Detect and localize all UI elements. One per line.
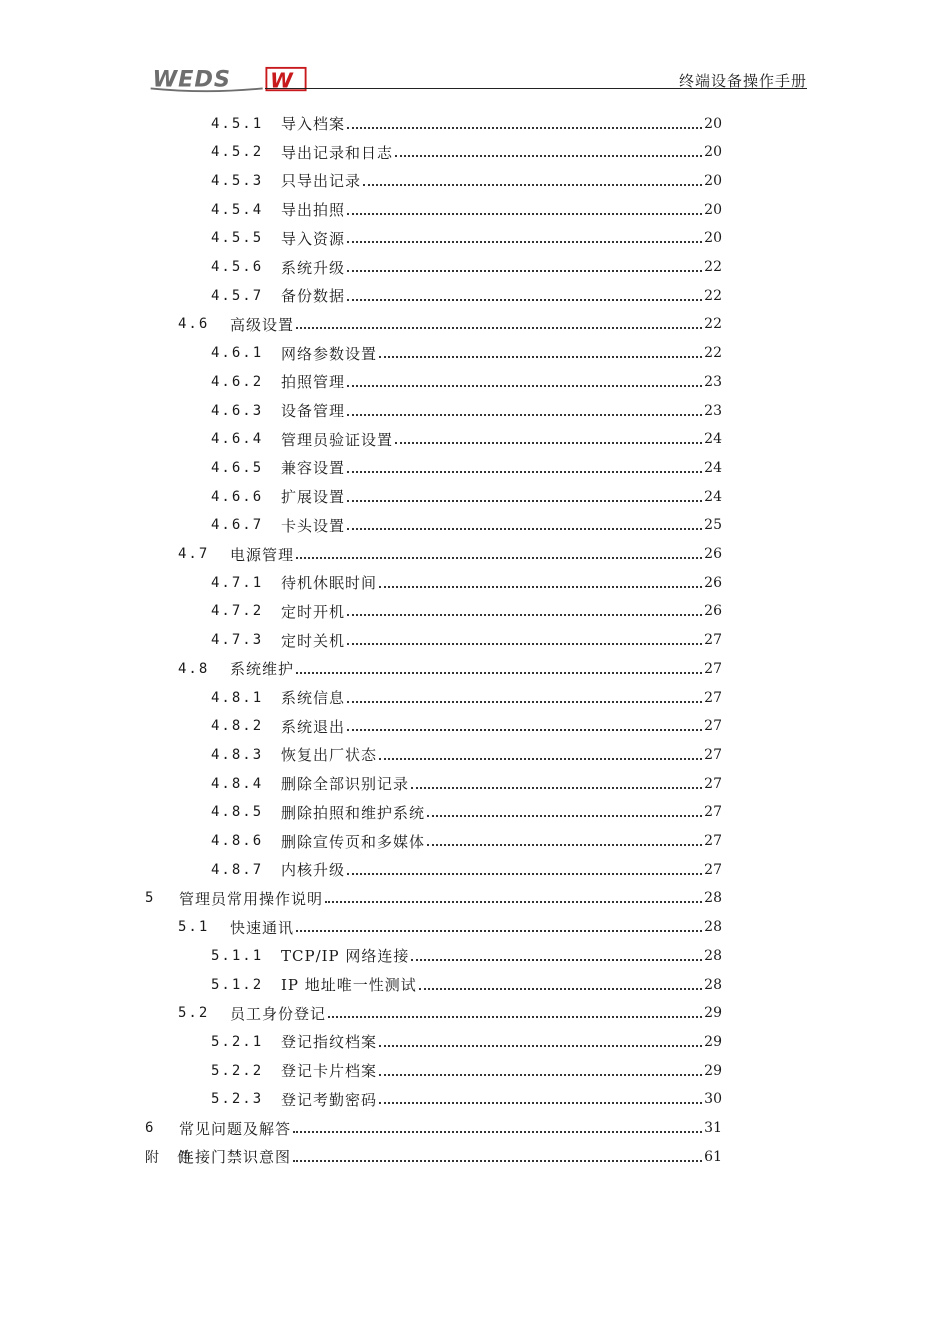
toc-leader-dots <box>347 469 702 473</box>
toc-leader-dots <box>363 182 702 186</box>
toc-entry[interactable] <box>178 654 722 683</box>
toc-entry-title: 扩展设置 <box>281 488 346 507</box>
toc-entry-title: 员工身份登记 <box>230 1004 327 1023</box>
toc-leader-dots <box>379 1043 702 1047</box>
toc-leader-dots <box>347 727 702 731</box>
toc-leader-dots <box>293 1129 702 1133</box>
toc-entry-title: 待机休眠时间 <box>281 574 378 593</box>
toc-entry-page: 27 <box>704 833 722 849</box>
toc-entry-title: 管理员验证设置 <box>281 430 394 449</box>
toc-entry-title: 拍照管理 <box>281 373 346 392</box>
toc-entry-number: 5.1.1 <box>211 947 264 964</box>
toc-entry-title: 登记考勤密码 <box>281 1090 378 1109</box>
toc-leader-dots <box>395 440 702 444</box>
toc-entry-number: 4.8.2 <box>211 718 264 735</box>
toc-leader-dots <box>379 584 702 588</box>
toc-entry-number: 6 <box>145 1120 156 1136</box>
toc-entry-title: 导入资源 <box>281 229 346 248</box>
toc-leader-dots <box>411 957 702 961</box>
toc-entry[interactable] <box>211 1027 722 1056</box>
toc-leader-dots <box>347 268 702 272</box>
toc-entry-title: 系统信息 <box>281 689 346 707</box>
toc-entry-page: 20 <box>704 230 722 247</box>
toc-leader-dots <box>379 1100 702 1104</box>
toc-entry-title: 导出拍照 <box>281 201 346 220</box>
toc-entry-page: 24 <box>704 431 722 448</box>
toc-entry-page: 23 <box>704 402 722 419</box>
toc-entry[interactable] <box>211 339 722 368</box>
toc-entry-number: 4.5.4 <box>211 201 264 218</box>
toc-entry-number: 4.7.2 <box>211 603 264 620</box>
toc-entry[interactable] <box>211 626 722 655</box>
toc-leader-dots <box>347 383 702 387</box>
toc-leader-dots <box>427 842 702 846</box>
toc-entry-number: 4.7.1 <box>211 574 264 591</box>
toc-entry[interactable] <box>211 253 722 282</box>
toc-entry-number: 4.8.7 <box>211 861 264 878</box>
toc-entry-number: 4.5.2 <box>211 144 264 161</box>
toc-entry[interactable] <box>211 224 722 253</box>
toc-entry-number: 4.8.4 <box>211 775 264 792</box>
toc-leader-dots <box>347 211 702 215</box>
toc-entry-page: 27 <box>704 660 722 677</box>
toc-entry-page: 27 <box>704 861 722 878</box>
toc-entry-page: 26 <box>704 574 722 591</box>
toc-entry[interactable] <box>211 511 722 540</box>
toc-entry-page: 28 <box>704 890 722 907</box>
toc-entry-page: 26 <box>704 546 722 562</box>
toc-entry-title: 导入档案 <box>281 115 346 133</box>
toc-entry-number: 4.6.7 <box>211 517 264 534</box>
toc-entry-title: 定时开机 <box>281 602 346 621</box>
toc-entry-number: 4.8 <box>178 660 210 677</box>
toc-leader-dots <box>296 325 702 329</box>
toc-entry-number: 4.7.3 <box>211 632 264 649</box>
toc-entry-number: 4.5.7 <box>211 287 264 304</box>
toc-entry-number: 4.6.4 <box>211 431 264 448</box>
toc-entry[interactable] <box>211 109 722 138</box>
toc-leader-dots <box>296 928 702 932</box>
toc-leader-dots <box>379 756 702 760</box>
toc-entry-page: 28 <box>704 976 722 993</box>
toc-leader-dots <box>347 412 702 416</box>
toc-entry-title: IP 地址唯一性测试 <box>281 976 417 994</box>
toc-entry-page: 24 <box>704 459 722 476</box>
toc-entry-page: 26 <box>704 603 722 620</box>
toc-leader-dots <box>296 670 702 674</box>
toc-leader-dots <box>347 239 702 243</box>
toc-leader-dots <box>347 498 702 502</box>
toc-entry[interactable] <box>211 166 722 195</box>
toc-entry-title: 删除拍照和维护系统 <box>281 803 426 822</box>
toc-leader-dots <box>347 526 702 530</box>
toc-leader-dots <box>379 354 702 358</box>
toc-entry-number: 4.5.6 <box>211 259 264 275</box>
toc-entry-title: 设备管理 <box>281 402 346 420</box>
toc-entry[interactable] <box>178 999 722 1028</box>
toc-entry-page: 22 <box>704 259 722 275</box>
toc-entry-page: 27 <box>704 775 722 792</box>
toc-entry-title: 兼容设置 <box>281 459 346 478</box>
toc-entry-number: 4.6.1 <box>211 345 264 362</box>
toc-entry-page: 31 <box>704 1120 722 1136</box>
toc-entry[interactable] <box>211 941 722 970</box>
toc-entry[interactable] <box>211 855 722 884</box>
toc-entry[interactable] <box>211 568 722 597</box>
toc-entry-title: 系统升级 <box>281 258 346 277</box>
toc-entry-number: 4.6 <box>178 316 210 333</box>
toc-entry-title: 系统维护 <box>230 660 295 679</box>
toc-leader-dots <box>395 153 702 157</box>
toc-leader-dots <box>328 1014 702 1018</box>
toc-entry-number: 4.8.3 <box>211 746 264 763</box>
toc-entry[interactable] <box>211 970 722 999</box>
document-title: 终端设备操作手册 <box>678 72 807 90</box>
toc-entry-number: 4.7 <box>178 546 210 562</box>
toc-leader-dots <box>347 612 702 616</box>
toc-entry[interactable] <box>211 683 722 712</box>
toc-entry-page: 27 <box>704 689 722 706</box>
toc-entry-page: 20 <box>704 201 722 218</box>
toc-entry-page: 20 <box>704 144 722 161</box>
toc-entry-title: 网络参数设置 <box>281 344 378 363</box>
toc-entry-title: 电源管理 <box>230 545 295 564</box>
toc-entry-page: 22 <box>704 287 722 304</box>
toc-entry-title: TCP/IP 网络连接 <box>281 947 410 966</box>
toc-entry[interactable] <box>211 1085 722 1114</box>
toc-entry-page: 27 <box>704 746 722 763</box>
toc-entry-page: 27 <box>704 632 722 649</box>
toc-entry-title: 登记卡片档案 <box>281 1062 378 1081</box>
toc-entry[interactable] <box>211 769 722 798</box>
toc-entry[interactable] <box>211 712 722 741</box>
toc-entry-title: 删除宣传页和多媒体 <box>281 832 426 851</box>
toc-entry-title: 定时关机 <box>281 631 346 650</box>
toc-entry-page: 22 <box>704 316 722 333</box>
toc-leader-dots <box>411 785 702 789</box>
toc-leader-dots <box>347 125 702 129</box>
weds-logo <box>145 66 315 94</box>
toc-entry-number: 5.2.2 <box>211 1062 264 1079</box>
toc-entry[interactable] <box>145 884 722 913</box>
toc-entry-number: 4.8.6 <box>211 833 264 849</box>
toc-entry-page: 28 <box>704 919 722 936</box>
toc-entry-number: 4.5.1 <box>211 115 264 132</box>
toc-leader-dots <box>347 871 702 875</box>
toc-leader-dots <box>325 899 702 903</box>
toc-entry-title: 高级设置 <box>230 315 295 334</box>
toc-entry-number: 5.1 <box>178 919 210 936</box>
toc-entry-page: 20 <box>704 115 722 132</box>
toc-entry-title: 管理员常用操作说明 <box>179 889 324 908</box>
toc-entry-page: 27 <box>704 718 722 735</box>
toc-entry-title: 内核升级 <box>281 861 346 880</box>
toc-entry-title: 常见问题及解答 <box>179 1119 292 1138</box>
toc-entry[interactable] <box>211 425 722 454</box>
toc-entry[interactable] <box>178 310 722 339</box>
toc-leader-dots <box>347 699 702 703</box>
toc-entry-number: 4.5.3 <box>211 172 264 189</box>
toc-leader-dots <box>296 555 702 559</box>
logo-wordmark: WEDS <box>152 66 231 93</box>
toc-entry[interactable] <box>145 1142 722 1171</box>
toc-entry[interactable] <box>211 281 722 310</box>
toc-entry[interactable] <box>145 1114 722 1143</box>
toc-entry-page: 24 <box>704 488 722 505</box>
toc-entry-number: 5.1.2 <box>211 976 264 993</box>
toc-entry-page: 22 <box>704 345 722 362</box>
toc-leader-dots <box>379 1072 702 1076</box>
toc-entry[interactable] <box>211 482 722 511</box>
toc-entry-page: 27 <box>704 804 722 821</box>
toc-entry-number: 4.8.5 <box>211 804 264 821</box>
toc-entry-title: 连接门禁识意图 <box>179 1148 292 1167</box>
toc-entry-page: 30 <box>704 1091 722 1108</box>
toc-entry[interactable] <box>211 367 722 396</box>
toc-entry-title: 只导出记录 <box>281 172 362 191</box>
page-header <box>145 66 807 93</box>
toc-entry[interactable] <box>211 827 722 856</box>
toc-entry[interactable] <box>211 1056 722 1085</box>
toc-entry-page: 28 <box>704 947 722 964</box>
toc-entry-number: 5 <box>145 890 156 907</box>
toc-entry[interactable] <box>211 138 722 167</box>
toc-entry-page: 29 <box>704 1033 722 1050</box>
toc-entry-number: 4.5.5 <box>211 230 264 247</box>
toc-entry[interactable] <box>211 453 722 482</box>
toc-entry-title: 恢复出厂状态 <box>281 746 378 765</box>
toc-leader-dots <box>419 986 702 990</box>
logo-mark: W <box>270 68 293 93</box>
toc-leader-dots <box>427 813 702 817</box>
toc-entry[interactable] <box>211 597 722 626</box>
toc-leader-dots <box>293 1158 702 1162</box>
toc-entry[interactable] <box>178 913 722 942</box>
toc-entry[interactable] <box>211 798 722 827</box>
toc-entry-number: 4.6.5 <box>211 459 264 476</box>
toc-entry-page: 20 <box>704 172 722 189</box>
toc-entry-number: 附 件 <box>145 1149 193 1166</box>
toc-entry-number: 4.6.6 <box>211 488 264 505</box>
toc-entry-title: 登记指纹档案 <box>281 1033 378 1052</box>
toc-entry[interactable] <box>211 396 722 425</box>
toc-entry-number: 5.2.3 <box>211 1091 264 1108</box>
toc-entry-number: 5.2.1 <box>211 1033 264 1050</box>
toc-entry-title: 备份数据 <box>281 287 346 306</box>
toc-entry[interactable] <box>211 740 722 769</box>
toc-entry-number: 4.8.1 <box>211 689 264 706</box>
toc-entry-page: 61 <box>704 1148 722 1165</box>
toc-entry-page: 23 <box>704 373 722 390</box>
toc-entry-title: 卡头设置 <box>281 516 346 535</box>
toc-entry-title: 删除全部识别记录 <box>281 775 410 794</box>
toc-entry-title: 系统退出 <box>281 717 346 736</box>
toc-entry-page: 25 <box>704 517 722 534</box>
toc-leader-dots <box>347 297 702 301</box>
toc-entry-number: 5.2 <box>178 1005 210 1022</box>
toc-entry-number: 4.6.3 <box>211 402 264 419</box>
toc-entry-page: 29 <box>704 1005 722 1022</box>
toc-entry-page: 29 <box>704 1062 722 1079</box>
toc-entry-title: 快速通讯 <box>230 918 295 937</box>
toc-leader-dots <box>347 641 702 645</box>
toc-entry[interactable] <box>211 195 722 224</box>
toc-entry-title: 导出记录和日志 <box>281 143 394 162</box>
toc-entry[interactable] <box>178 540 722 569</box>
toc-entry-number: 4.6.2 <box>211 373 264 390</box>
